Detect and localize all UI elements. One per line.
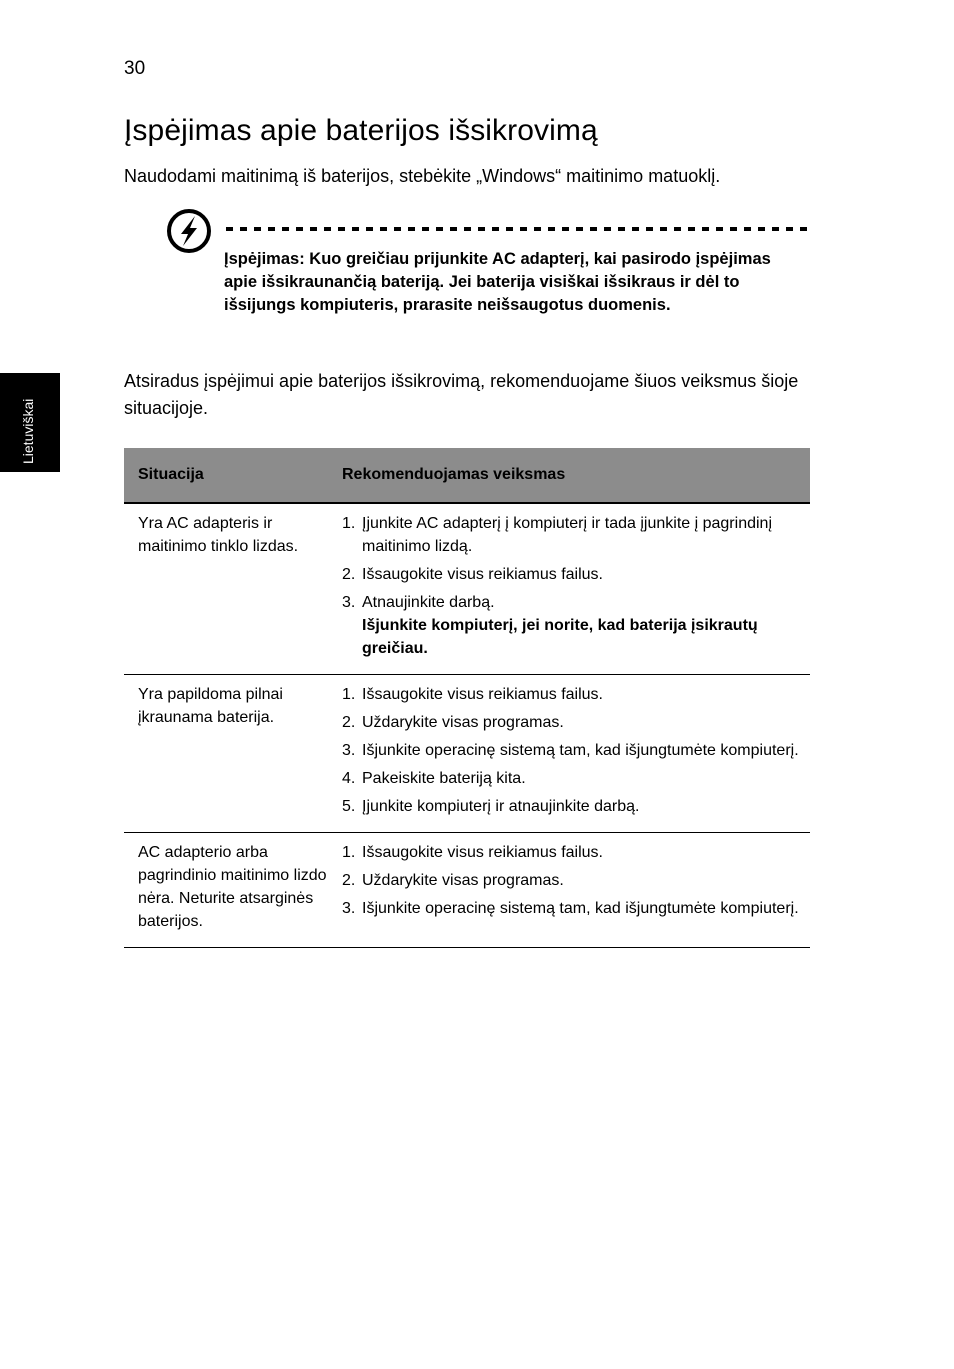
step-text: Įjunkite kompiuterį ir atnaujinkite darbą. — [362, 798, 640, 815]
intro-text: Naudodami maitinimą iš baterijos, stebėkite „Windows“ maitinimo matuoklį. — [124, 166, 721, 186]
warning-bolt-icon — [166, 208, 212, 254]
table-body — [124, 503, 810, 948]
step-text: Uždarykite visas programas. — [362, 714, 564, 731]
steps-list — [342, 512, 810, 660]
table-row — [124, 675, 810, 833]
warning-text: Įspėjimas: Kuo greičiau prijunkite AC adapterį, kai pasirodo įspėjimas apie išsikraunančią bateriją. Jei baterija visiškai išsikraus ir dėl to išsijungs kompiuteris, prarasite neišsaugotus duomenis. — [224, 250, 771, 314]
step-text: Atnaujinkite darbą. — [362, 594, 495, 611]
situation-cell: AC adapterio arba pagrindinio maitinimo lizdo nėra. Neturite atsarginės baterijos. — [124, 833, 333, 948]
page-title: Įspėjimas apie baterijos išsikrovimą — [124, 114, 598, 147]
step-item — [342, 591, 810, 660]
language-side-tab — [0, 373, 60, 472]
step-number: 3. — [342, 900, 356, 917]
step-number: 5. — [342, 798, 356, 815]
actions-cell — [333, 833, 810, 948]
step-text: Išjunkite operacinę sistemą tam, kad išjungtumėte kompiuterį. — [362, 742, 799, 759]
step-text: Įjunkite AC adapterį į kompiuterį ir tada įjunkite į pagrindinį maitinimo lizdą. — [362, 515, 772, 555]
actions-cell — [333, 503, 810, 675]
table-row — [124, 833, 810, 948]
step-number: 4. — [342, 770, 356, 787]
language-side-tab-label: Lietuviškai — [20, 398, 36, 464]
step-number: 1. — [342, 515, 356, 532]
situation-cell: Yra papildoma pilnai įkraunama baterija. — [124, 675, 333, 833]
step-text: Išsaugokite visus reikiamus failus. — [362, 844, 603, 861]
steps-list — [342, 683, 810, 818]
recommendations-table — [124, 448, 810, 948]
header-recommended-action: Rekomenduojamas veiksmas — [333, 448, 810, 503]
step-text: Išsaugokite visus reikiamus failus. — [362, 566, 603, 583]
step-number: 3. — [342, 742, 356, 759]
step-number: 2. — [342, 566, 356, 583]
step-number: 1. — [342, 844, 356, 861]
step-item — [342, 841, 810, 864]
step-number: 2. — [342, 872, 356, 889]
step-item — [342, 897, 810, 920]
step-text: Išsaugokite visus reikiamus failus. — [362, 686, 603, 703]
step-item — [342, 512, 810, 558]
warning-dotted-rule — [226, 227, 810, 231]
step-item — [342, 767, 810, 790]
page-number: 30 — [124, 58, 146, 79]
situation-cell: Yra AC adapteris ir maitinimo tinklo lizdas. — [124, 503, 333, 675]
step-item — [342, 869, 810, 892]
table-row — [124, 503, 810, 675]
step-item — [342, 739, 810, 762]
header-situation: Situacija — [124, 448, 333, 503]
step-text: Išjunkite operacinę sistemą tam, kad išjungtumėte kompiuterį. — [362, 900, 799, 917]
recommendation-paragraph: Atsiradus įspėjimui apie baterijos išsikrovimą, rekomenduojame šiuos veiksmus šioje situacijoje. — [124, 371, 799, 418]
step-number: 2. — [342, 714, 356, 731]
step-number: 3. — [342, 594, 356, 611]
step-item — [342, 795, 810, 818]
step-text: Pakeiskite bateriją kita. — [362, 770, 526, 787]
steps-list — [342, 841, 810, 920]
step-text: Uždarykite visas programas. — [362, 872, 564, 889]
step-item — [342, 683, 810, 706]
step-note: Išjunkite kompiuterį, jei norite, kad baterija įsikrautų greičiau. — [362, 617, 758, 657]
step-number: 1. — [342, 686, 356, 703]
step-item — [342, 563, 810, 586]
table-header-row — [124, 448, 810, 503]
actions-cell — [333, 675, 810, 833]
step-item — [342, 711, 810, 734]
